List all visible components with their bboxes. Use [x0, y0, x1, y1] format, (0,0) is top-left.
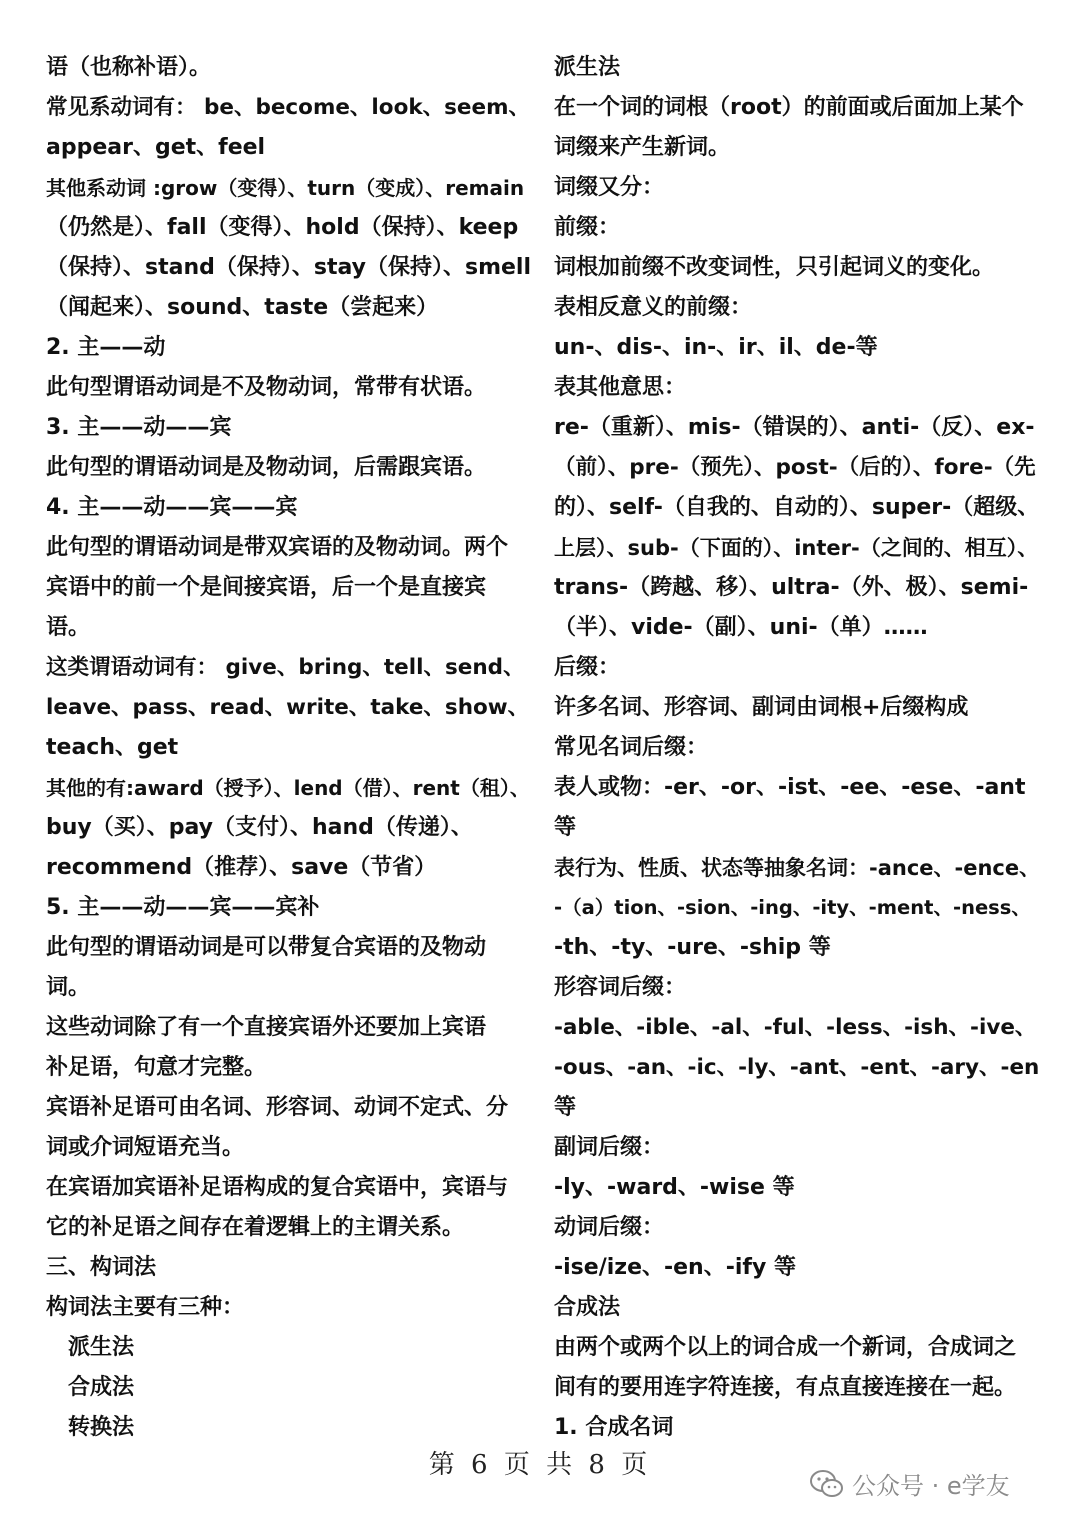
text-line: 3. 主——动——宾: [46, 415, 232, 440]
text-line: 转换法: [68, 1415, 135, 1440]
text-line: （前）、pre-（预先）、post-（后的）、fore-（先: [554, 455, 1036, 480]
wechat-icon: [810, 1470, 844, 1498]
watermark: [810, 1466, 1010, 1501]
text-line: 宾语补足语可由名词、形容词、动词不定式、分: [46, 1095, 509, 1120]
text-line: 这些动词除了有一个直接宾语外还要加上宾语: [46, 1015, 487, 1040]
text-line: 词或介词短语充当。: [46, 1135, 245, 1160]
page-number: 第 6 页 共 8 页: [428, 1450, 652, 1480]
text-line: -ise/ize、-en、-ify 等: [554, 1255, 796, 1280]
text-line: 的）、self-（自我的、自动的）、super-（超级、: [554, 495, 1040, 520]
text-line: 等: [554, 1095, 577, 1120]
text-line: 语（也称补语）。: [46, 55, 212, 80]
text-line: （半）、vide-（副）、uni-（单）……: [554, 615, 928, 640]
text-line: 后缀：: [554, 655, 621, 680]
right-column: [554, 48, 1040, 1448]
text-line: 1. 合成名词: [554, 1415, 674, 1440]
text-line: （闻起来）、sound、taste（尝起来）: [46, 295, 439, 320]
text-line: recommend（推荐）、save（节省）: [46, 855, 437, 880]
text-line: -th、-ty、-ure、-ship 等: [554, 935, 831, 960]
text-line: 常见系动词有： be、become、look、seem、: [46, 95, 531, 120]
text-line: 其他的有:award（授予）、lend（借）、rent（租）、: [46, 776, 530, 800]
text-line: 表其他意思：: [554, 375, 687, 400]
text-line: 词缀又分：: [554, 175, 665, 200]
text-line: 前缀：: [554, 215, 621, 240]
text-line: （保持）、stand（保持）、stay（保持）、smell: [46, 255, 532, 280]
text-line: （仍然是）、fall（变得）、hold（保持）、keep: [46, 215, 519, 240]
text-line: 构词法主要有三种：: [46, 1295, 245, 1320]
text-line: 此句型的谓语动词是及物动词，后需跟宾语。: [46, 455, 487, 480]
text-line: re-（重新）、mis-（错误的）、anti-（反）、ex-: [554, 415, 1035, 440]
text-line: 等: [554, 815, 577, 840]
text-line: teach、get: [46, 735, 179, 760]
text-line: 其他系动词 :grow（变得）、turn（变成）、remain: [46, 176, 525, 200]
watermark-text: 公众号 · e学友: [852, 1472, 1010, 1500]
text-line: 许多名词、形容词、副词由词根+后缀构成: [554, 695, 969, 720]
text-line: 副词后缀：: [554, 1135, 665, 1160]
text-line: un-、dis-、in-、ir、il、de-等: [554, 335, 878, 360]
text-line: 词。: [46, 975, 91, 1000]
left-column: [46, 48, 532, 1448]
text-line: -（a）tion、-sion、-ing、-ity、-ment、-ness、: [554, 896, 1031, 919]
text-line: 此句型的谓语动词是带双宾语的及物动词。两个: [46, 535, 509, 560]
text-line: 5. 主——动——宾——宾补: [46, 895, 320, 920]
text-line: 表人或物：-er、-or、-ist、-ee、-ese、-ant: [554, 775, 1026, 800]
text-line: 补足语，句意才完整。: [46, 1055, 267, 1080]
text-line: 在宾语加宾语补足语构成的复合宾语中，宾语与: [46, 1175, 509, 1200]
text-line: 表行为、性质、状态等抽象名词：-ance、-ence、: [554, 856, 1041, 880]
text-line: -ous、-an、-ic、-ly、-ant、-ent、-ary、-en: [554, 1055, 1040, 1080]
text-line: 形容词后缀：: [554, 975, 687, 1000]
text-line: 三、构词法: [46, 1255, 157, 1280]
text-line: 语。: [46, 615, 91, 640]
text-line: 动词后缀：: [554, 1215, 665, 1240]
text-line: 词根加前缀不改变词性，只引起词义的变化。: [554, 255, 995, 280]
text-line: 2. 主——动: [46, 335, 166, 360]
text-line: leave、pass、read、write、take、show、: [46, 695, 530, 720]
text-line: 此句型的谓语动词是可以带复合宾语的及物动: [46, 935, 487, 960]
text-line: 4. 主——动——宾——宾: [46, 495, 298, 520]
text-line: trans-（跨越、移）、ultra-（外、极）、semi-: [554, 575, 1029, 600]
text-line: 合成法: [68, 1375, 135, 1400]
text-line: 常见名词后缀：: [554, 735, 709, 760]
text-line: 这类谓语动词有： give、bring、tell、send、: [46, 655, 525, 680]
text-line: 合成法: [554, 1295, 621, 1320]
text-line: 宾语中的前一个是间接宾语，后一个是直接宾: [46, 575, 487, 600]
text-line: 表相反意义的前缀：: [554, 295, 753, 320]
text-line: 在一个词的词根（root）的前面或后面加上某个: [554, 95, 1024, 120]
text-line: 由两个或两个以上的词合成一个新词，合成词之: [554, 1335, 1017, 1360]
text-line: 派生法: [68, 1335, 135, 1360]
text-line: buy（买）、pay（支付）、hand（传递）、: [46, 815, 473, 840]
text-line: -ly、-ward、-wise 等: [554, 1175, 795, 1200]
text-line: 它的补足语之间存在着逻辑上的主谓关系。: [46, 1215, 465, 1240]
text-line: -able、-ible、-al、-ful、-less、-ish、-ive、: [554, 1015, 1037, 1040]
text-line: 词缀来产生新词。: [554, 135, 731, 160]
text-line: 派生法: [554, 55, 621, 80]
text-line: 上层）、sub-（下面的）、inter-（之间的、相互）、: [554, 536, 1039, 560]
text-line: appear、get、feel: [46, 135, 266, 160]
text-line: 间有的要用连字符连接，有点直接连接在一起。: [554, 1375, 1017, 1400]
text-line: 此句型谓语动词是不及物动词，常带有状语。: [46, 375, 487, 400]
